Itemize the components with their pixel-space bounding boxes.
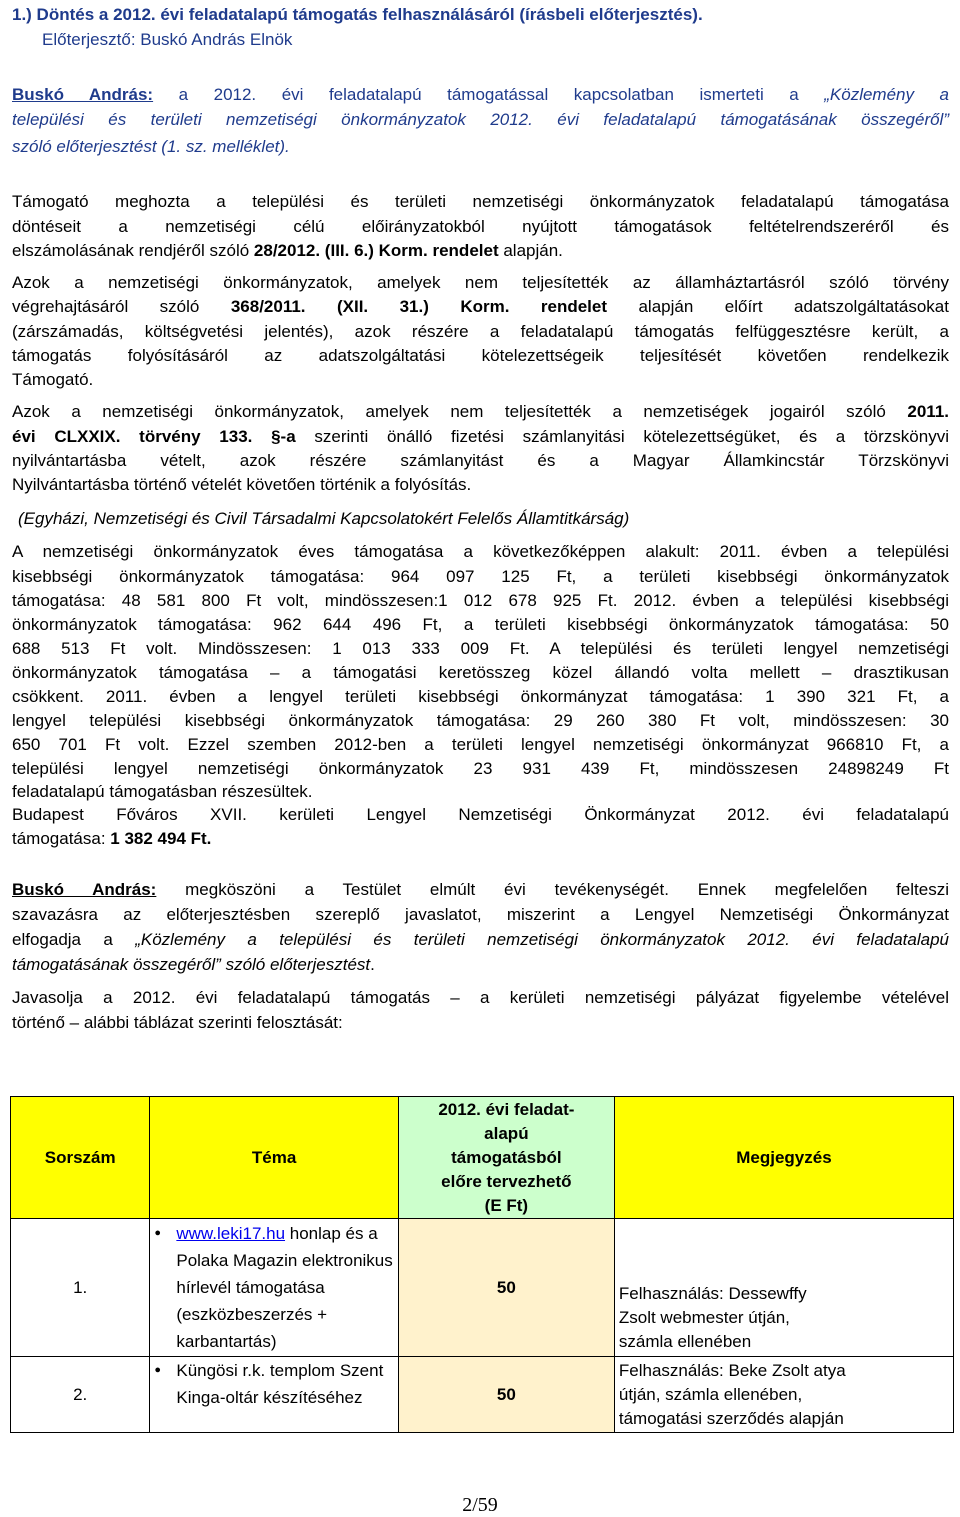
header-topic: Téma <box>150 1097 399 1219</box>
para2-line-3: (zárszámadás, költségvetési jelentés), azok részére a feladatalapú támogatás felfüggesztésre került, a <box>12 322 949 341</box>
ministry-line: (Egyházi, Nemzetiségi és Civil Társadalmi Kapcsolatokért Felelős Államtitkárság) <box>18 509 630 528</box>
para4-line-3: támogatása: 48 581 800 Ft volt, mindösszesen:1 012 678 925 Ft. 2012. évben a települési kisebbségi <box>12 591 949 610</box>
speaker-name-2: Buskó András: <box>12 880 157 899</box>
para2-line-5: Támogató. <box>12 370 94 389</box>
row-topic <box>150 1219 399 1357</box>
para5-line-5: Javasolja a 2012. évi feladatalapú támogatás – a kerületi nemzetiségi pályázat figyelembe vételével <box>12 988 949 1007</box>
intro-line-1: Buskó András: a 2012. évi feladatalapú támogatással kapcsolatban ismerteti a „Közlemény a <box>12 85 949 104</box>
para2-line-1: Azok a nemzetiségi önkormányzatok, amelyek nem teljesítették az államháztartásról szóló törvény <box>12 273 949 292</box>
para4-line-2: kisebbségi önkormányzatok támogatása: 964 097 125 Ft, a területi kisebbségi önkormányzatok <box>12 567 949 586</box>
para4-line-9: 650 701 Ft volt. Ezzel szemben 2012-ben a területi lengyel nemzetiségi önkormányzat 966810 Ft, a <box>12 735 949 754</box>
para4-line-12: Budapest Főváros XVII. kerületi Lengyel Nemzetiségi Önkormányzat 2012. évi feladatalapú <box>12 805 949 824</box>
row-no: 2. <box>11 1357 150 1433</box>
page-number: 2/59 <box>462 1494 498 1516</box>
header-no: Sorszám <box>11 1097 150 1219</box>
para5-line-4: támogatásának összegéről” szóló előterjesztést. <box>12 955 375 974</box>
presenter-line: Előterjesztő: Buskó András Elnök <box>42 30 293 49</box>
website-link[interactable]: www.leki17.hu <box>176 1224 286 1243</box>
para2-line-2: végrehajtásáról szóló 368/2011. (XII. 31.) Korm. rendelet alapján előírt adatszolgáltatásokat <box>12 297 949 316</box>
row-no: 1. <box>11 1219 150 1357</box>
para4-line-7: csökkent. 2011. évben a lengyel területi kisebbségi önkormányzat támogatása: 1 390 321 Ft, a <box>12 687 949 706</box>
para4-line-6: önkormányzatok támogatása – a támogatási keretösszeg közel állandó volta mellett – drasztikusan <box>12 663 949 682</box>
table-header-row <box>11 1097 954 1219</box>
speaker-name: Buskó András: <box>12 85 154 104</box>
intro-line-2: települési és területi nemzetiségi önkormányzatok 2012. évi feladatalapú támogatásának összegéről” <box>12 110 949 129</box>
row-note: Felhasználás: Beke Zsolt atya útján, számla ellenében, támogatási szerződés alapján <box>614 1357 953 1433</box>
para5-line-1: Buskó András: megköszöni a Testület elmúlt évi tevékenységét. Ennek megfelelően felteszi <box>12 880 949 899</box>
para3-line-2: évi CLXXIX. törvény 133. §-a szerinti önálló fizetési számlanyitási kötelezettségüket, és a törzskönyvi <box>12 427 949 446</box>
para3-line-3: nyilvántartásba vételt, azok részére számlanyitást és a Magyar Államkincstár Törzskönyvi <box>12 451 949 470</box>
para5-line-6: történő – alábbi táblázat szerinti felosztását: <box>12 1013 343 1032</box>
header-amount: 2012. évi feladat- alapú támogatásból előre tervezhető (E Ft) <box>398 1097 614 1219</box>
table-row <box>11 1357 954 1433</box>
header-note: Megjegyzés <box>614 1097 953 1219</box>
list-item: ● www.leki17.hu honlap és a Polaka Magazin elektronikus hírlevél támogatása (eszközbeszerzés + karbantartás) <box>176 1220 394 1355</box>
para4-line-5: 688 513 Ft volt. Mindösszesen: 1 013 333 009 Ft. A települési és területi lengyel nemzetiségi <box>12 639 949 658</box>
para4-line-10: települési lengyel nemzetiségi önkormányzatok 23 931 439 Ft, mindösszesen 24898249 Ft <box>12 759 949 778</box>
para3-line-4: Nyilvántartásba történő vételét követően történik a folyósítás. <box>12 475 472 494</box>
para2-line-4: támogatás folyósításáról az adatszolgáltatási kötelezettségeik teljesítését követően rendelkezik <box>12 346 949 365</box>
para5-line-3: elfogadja a „Közlemény a települési és területi nemzetiségi önkormányzatok 2012. évi feladatalapú <box>12 930 949 949</box>
para4-line-4: önkormányzatok támogatása: 962 644 496 Ft, a területi kisebbségi önkormányzatok támogatása: 50 <box>12 615 949 634</box>
table-row <box>11 1219 954 1357</box>
para1-line-3: elszámolásának rendjéről szóló 28/2012. (III. 6.) Korm. rendelet alapján. <box>12 241 563 260</box>
para1-line-1: Támogató meghozta a települési és területi nemzetiségi önkormányzatok feladatalapú támogatása <box>12 192 949 211</box>
agenda-title: 1.) Döntés a 2012. évi feladatalapú támogatás felhasználásáról (írásbeli előterjesztés). <box>12 5 703 24</box>
allocation-table <box>10 1096 954 1433</box>
para3-line-1: Azok a nemzetiségi önkormányzatok, amelyek nem teljesítették a nemzetiségek jogairól szóló 2011. <box>12 402 949 421</box>
para4-line-11: feladatalapú támogatásban részesültek. <box>12 782 313 801</box>
row-amount: 50 <box>398 1219 614 1357</box>
para4-line-1: A nemzetiségi önkormányzatok éves támogatása a következőképpen alakult: 2011. évben a települési <box>12 542 949 561</box>
intro-line-3: szóló előterjesztést (1. sz. melléklet). <box>12 137 290 156</box>
row-topic <box>150 1357 399 1433</box>
row-amount: 50 <box>398 1357 614 1433</box>
list-item: ● Küngösi r.k. templom Szent Kinga-oltár készítéséhez <box>176 1357 394 1411</box>
para4-line-8: lengyel települési kisebbségi önkormányzatok támogatása: 29 260 380 Ft volt, mindösszesen: 30 <box>12 711 949 730</box>
para1-line-2: döntéseit a nemzetiségi célú előirányzatokból nyújtott támogatások feltételrendszeréről és <box>12 217 949 236</box>
row-note: Felhasználás: Dessewffy Zsolt webmester útján, számla ellenében <box>614 1219 953 1357</box>
para4-line-13: támogatása: 1 382 494 Ft. <box>12 829 212 848</box>
para5-line-2: szavazásra az előterjesztésben szereplő javaslatot, miszerint a Lengyel Nemzetiségi Önkormányzat <box>12 905 949 924</box>
